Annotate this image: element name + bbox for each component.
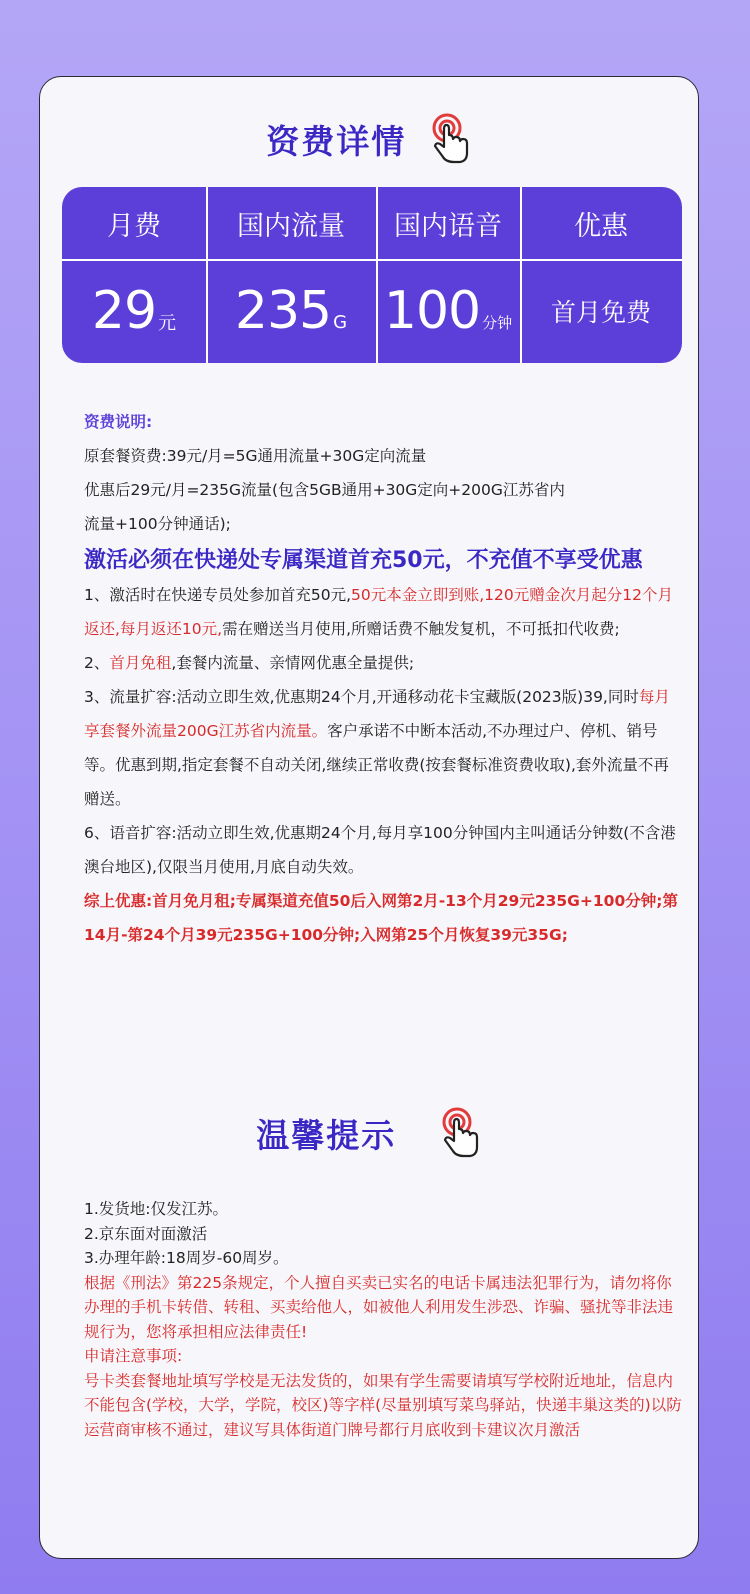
- description-label: 资费说明:: [84, 413, 153, 431]
- header-data: 国内流量: [237, 210, 345, 242]
- pricing-table: [62, 187, 682, 363]
- rule-item-1: 1、激活时在快递专员处参加首充50元,50元本金立即到账,120元赠金次月起分12个月返还,每月返还10元,需在赠送当月使用,所赠话费不触发复机，不可抵扣代收费;: [84, 586, 673, 638]
- hand-tap-icon: [430, 113, 472, 165]
- tips-list: [84, 1197, 684, 1442]
- col-discount: [520, 187, 682, 363]
- col-data: [206, 187, 376, 363]
- value-data: 235 G: [234, 281, 348, 341]
- value-voice: 100 分钟: [383, 281, 513, 341]
- summary-text: 综上优惠:首月免月租;专属渠道充值50后入网第2月-13个月29元235G+100分钟;第14月-第24个月39元235G+100分钟;入网第25个月恢复39元35G;: [84, 892, 678, 944]
- apply-notes: 号卡类套餐地址填写学校是无法发货的，如果有学生需要请填写学校附近地址，信息内不能包含(学校，大学，学院，校区)等字样(尽量别填写菜鸟驿站，快递丰巢这类的)以防运营商审核不通过，建议写具体街道门牌号都行月底收到卡建议次月激活: [84, 1371, 682, 1439]
- tip-item: 1.发货地:仅发江苏。: [84, 1200, 229, 1218]
- value-discount: 首月免费: [550, 298, 651, 327]
- activation-notice: 激活必须在快递处专属渠道首充50元，不充值不享受优惠: [84, 548, 643, 573]
- rule-item-3: 3、流量扩容:活动立即生效,优惠期24个月,开通移动花卡宝藏版(2023版)39,同时每月享套餐外流量200G江苏省内流量。客户承诺不中断本活动,不办理过户、停机、销号等。优惠到期,指定套餐不自动关闭,继续正常收费(按套餐标准资费收取),套外流量不再赠送。: [84, 688, 670, 808]
- discount-price-line: 优惠后29元/月=235G流量(包含5GB通用+30G定向+200G江苏省内 流量+100分钟通话);: [84, 481, 565, 533]
- hand-tap-icon: [440, 1107, 482, 1159]
- table-divider: [62, 259, 682, 261]
- table-divider: [520, 187, 522, 363]
- pricing-description: [84, 405, 684, 952]
- table-divider: [376, 187, 378, 363]
- rule-item-6: 6、语音扩容:活动立即生效,优惠期24个月,每月享100分钟国内主叫通话分钟数(不含港澳台地区),仅限当月使用,月底自动失效。: [84, 824, 676, 876]
- value-monthly-fee: 29 元: [91, 281, 177, 341]
- section-title-tips: 温馨提示: [40, 1107, 698, 1159]
- table-divider: [206, 187, 208, 363]
- col-voice: [376, 187, 520, 363]
- apply-notes-label: 申请注意事项:: [84, 1347, 183, 1365]
- tip-item: 2.京东面对面激活: [84, 1224, 208, 1243]
- section-title-pricing: 资费详情: [40, 113, 698, 165]
- rule-item-2: 2、首月免租,套餐内流量、亲情网优惠全量提供;: [84, 654, 415, 672]
- header-monthly-fee: 月费: [107, 210, 161, 242]
- legal-warning: 根据《刑法》第225条规定，个人擅自买卖已实名的电话卡属违法犯罪行为，请勿将你办理的手机卡转借、转租、买卖给他人，如被他人利用发生涉恐、诈骗、骚扰等非法违规行为，您将承担相应法律责任!: [84, 1273, 674, 1341]
- col-monthly-fee: [62, 187, 206, 363]
- header-discount: 优惠: [574, 210, 628, 242]
- tip-item: 3.办理年龄:18周岁-60周岁。: [84, 1249, 289, 1267]
- plan-card: [39, 76, 699, 1559]
- original-price-line: 原套餐资费:39元/月=5G通用流量+30G定向流量: [84, 447, 427, 465]
- header-voice: 国内语音: [394, 210, 502, 242]
